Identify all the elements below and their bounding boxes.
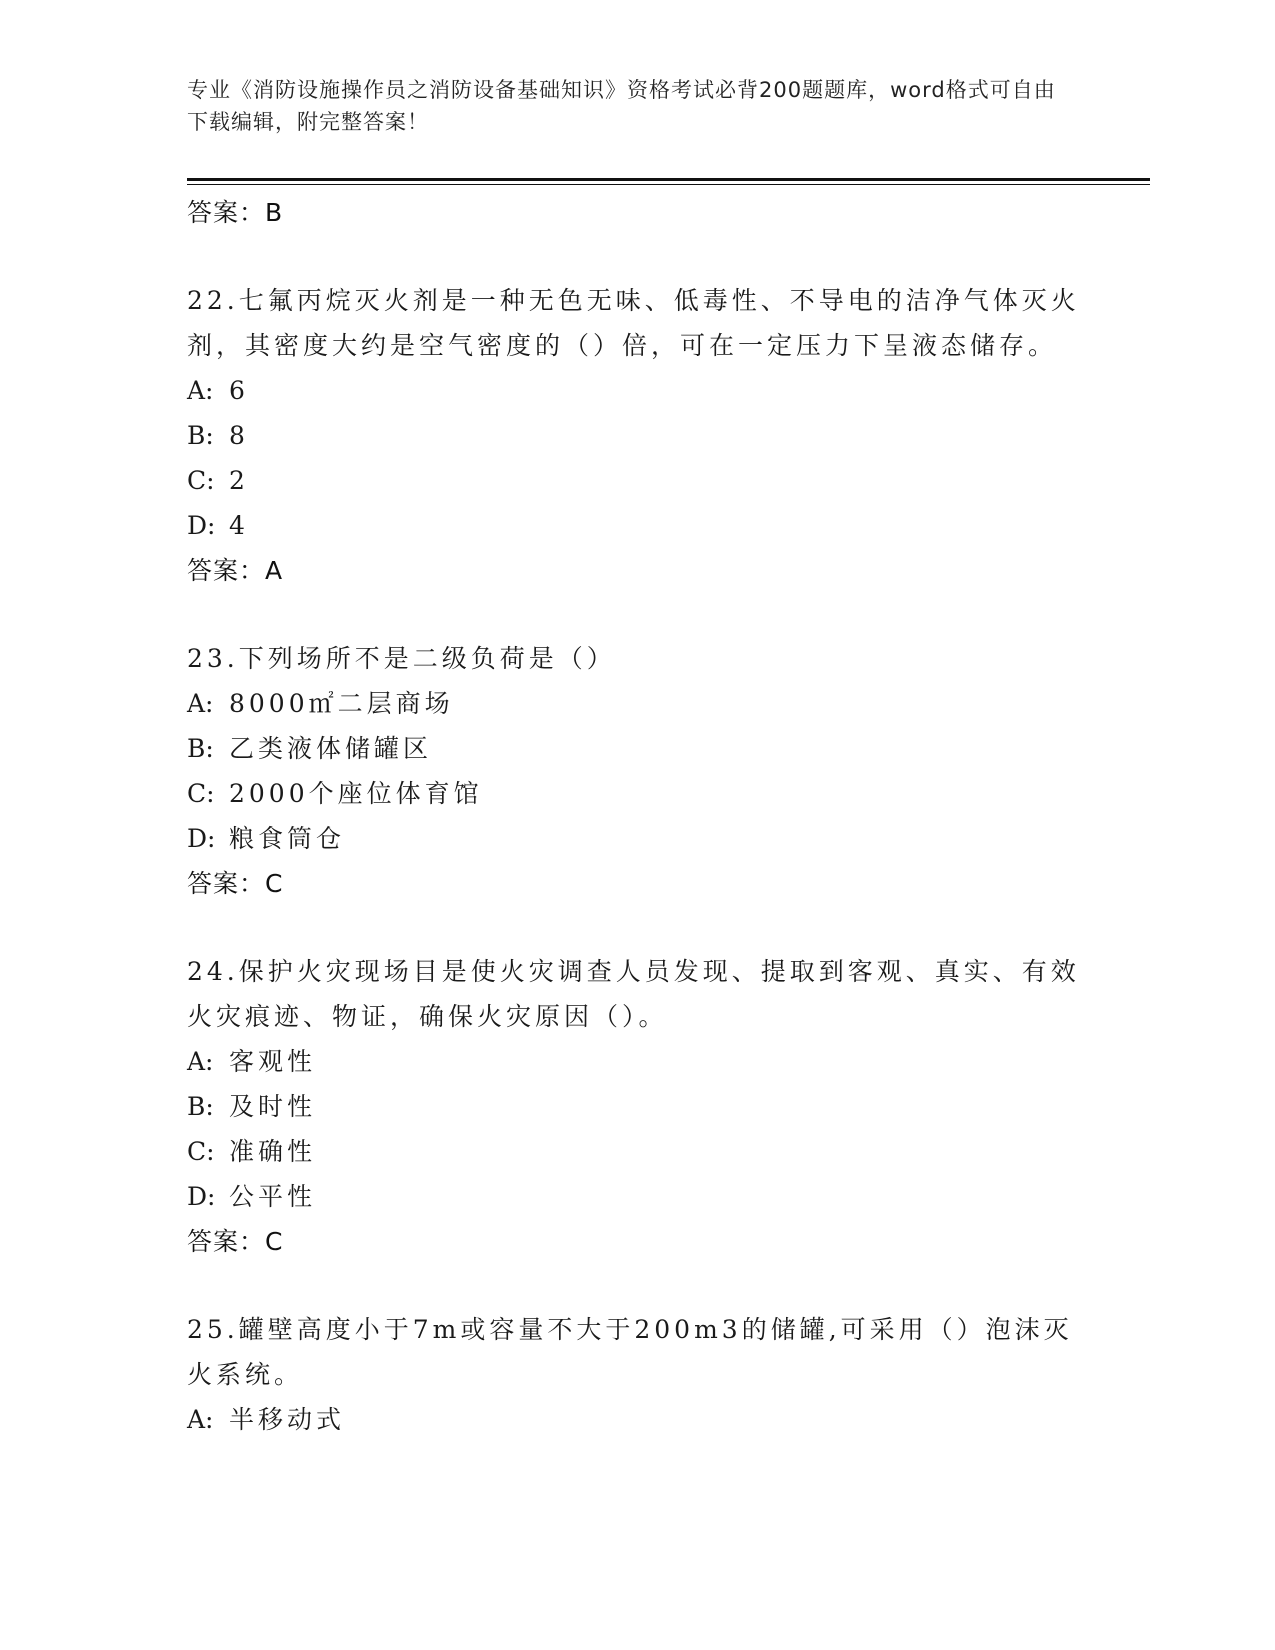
option-b: B: 及时性	[187, 1092, 317, 1121]
option-b: B: 8	[187, 421, 249, 450]
option-c: C: 2	[187, 466, 249, 495]
question-text: 24.保护火灾现场目是使火灾调查人员发现、提取到客观、真实、有效火灾痕迹、物证，确保火灾原因（）。	[187, 957, 1080, 1031]
answer-line: 答案：C	[187, 1227, 284, 1256]
option-d: D: 4	[187, 511, 249, 540]
answer-line: 答案：A	[187, 556, 284, 585]
answer-line: 答案：C	[187, 869, 284, 898]
header-divider-thick	[187, 178, 1150, 181]
question-text: 23.下列场所不是二级负荷是（）	[187, 644, 616, 673]
option-a: A: 8000㎡二层商场	[187, 689, 454, 718]
question-text: 22.七氟丙烷灭火剂是一种无色无味、低毒性、不导电的洁净气体灭火剂，其密度大约是空气密度的（）倍，可在一定压力下呈液态储存。	[187, 286, 1080, 360]
question-item	[187, 278, 1087, 594]
question-item	[187, 1307, 1087, 1442]
option-a: A: 半移动式	[187, 1405, 346, 1434]
option-c: C: 准确性	[187, 1137, 317, 1166]
question-text: 25.罐壁高度小于7m或容量不大于200m3的储罐,可采用（）泡沫灭火系统。	[187, 1315, 1073, 1389]
question-item	[187, 949, 1087, 1265]
option-b: B: 乙类液体储罐区	[187, 734, 433, 763]
option-d: D: 公平性	[187, 1182, 317, 1211]
question-item	[187, 636, 1087, 907]
question-list	[187, 190, 1087, 1442]
option-a: A: 客观性	[187, 1047, 317, 1076]
option-d: D: 粮食筒仓	[187, 824, 346, 853]
option-c: C: 2000个座位体育馆	[187, 779, 483, 808]
header-divider-thin	[187, 184, 1150, 185]
answer-line: 答案：B	[187, 198, 284, 227]
option-a: A: 6	[187, 376, 249, 405]
document-header: 专业《消防设施操作员之消防设备基础知识》资格考试必背200题题库，word格式可自由下载编辑，附完整答案！	[187, 78, 1056, 134]
